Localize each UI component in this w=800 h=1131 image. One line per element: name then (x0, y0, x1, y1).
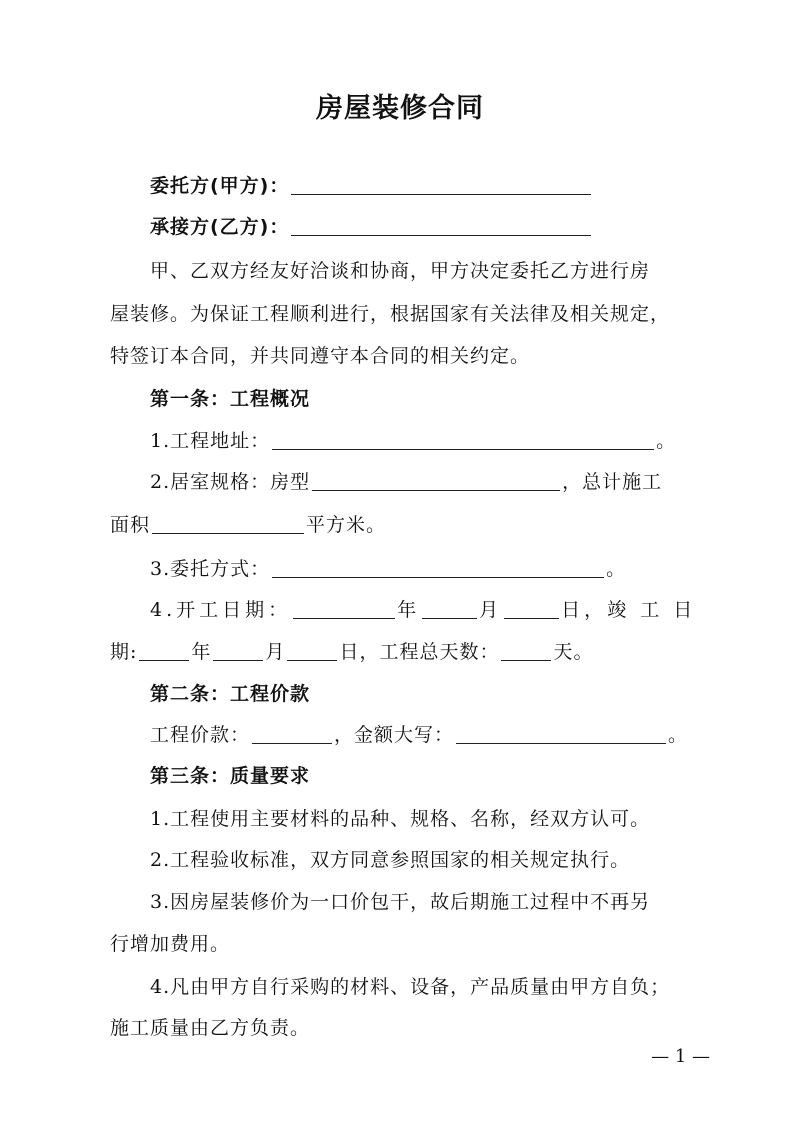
party-b-label: 承接方(乙方)： (150, 216, 290, 238)
start-year-unit: 年 (397, 599, 421, 621)
intro-line-1 (150, 258, 690, 284)
start-date-label: 4.开工日期： (150, 599, 292, 621)
end-day-blank (287, 642, 337, 661)
days-unit: 天。 (553, 641, 594, 663)
item-2-label: 2.居室规格：房型 (150, 471, 311, 493)
item-2-row-2 (110, 512, 386, 538)
item-2-mid: ，总计施工 (562, 471, 663, 493)
quality-item-4-cont (110, 1015, 310, 1041)
end-year-unit: 年 (191, 641, 212, 663)
quality-item-2 (150, 847, 630, 873)
quality-text-1: 1.工程使用主要材料的品种、规格、名称，经双方认可。 (150, 808, 651, 830)
address-blank (272, 431, 654, 450)
quality-text-2: 2.工程验收标准，双方同意参照国家的相关规定执行。 (150, 849, 631, 871)
quality-item-1 (150, 806, 650, 832)
start-day-unit: 日， (561, 599, 608, 621)
party-a-label: 委托方(甲方)： (150, 175, 290, 197)
start-month-unit: 月 (479, 599, 503, 621)
article-1-heading-text: 第一条：工程概况 (150, 388, 311, 410)
party-a-row (150, 173, 593, 199)
quality-text-4a: 4.凡由甲方自行采购的材料、设备，产品质量由甲方自负； (150, 976, 671, 998)
end-month-blank (213, 642, 263, 661)
quality-item-3-cont (110, 931, 230, 957)
end-day-unit: 日， (339, 641, 380, 663)
total-days-blank (501, 642, 551, 661)
item-1-row (150, 428, 676, 454)
item-3-end: 。 (606, 558, 627, 580)
start-month-blank (422, 600, 477, 619)
quality-item-4 (150, 974, 670, 1000)
start-day-blank (504, 600, 559, 619)
completion-label-end: 期: (110, 641, 138, 663)
party-b-row (150, 214, 593, 240)
item-4-row-2 (110, 639, 593, 665)
item-1-end: 。 (656, 430, 677, 452)
room-type-blank (312, 472, 560, 491)
intro-line-3 (110, 343, 530, 369)
article-3-heading-text: 第三条：质量要求 (150, 765, 311, 787)
intro-line-2 (110, 301, 670, 327)
total-days-label: 工程总天数： (379, 641, 500, 663)
intro-text-2: 屋装修。为保证工程顺利进行，根据国家有关法律及相关规定， (110, 303, 671, 325)
amount-label: ，金额大写： (334, 724, 455, 746)
area-unit: 平方米。 (306, 514, 387, 536)
quality-text-3b: 行增加费用。 (110, 933, 231, 955)
article-3-heading (150, 763, 310, 789)
quality-text-3a: 3.因房屋装修价为一口价包干，故后期施工过程中不再另 (150, 891, 651, 913)
item-1-label: 1.工程地址： (150, 430, 271, 452)
item-4-row (150, 597, 706, 623)
end-month-unit: 月 (265, 641, 286, 663)
completion-label: 竣工日 (607, 599, 707, 621)
item-2-row (150, 469, 662, 495)
quality-text-4b: 施工质量由乙方负责。 (110, 1017, 311, 1039)
intro-text-3: 特签订本合同，并共同遵守本合同的相关约定。 (110, 345, 531, 367)
party-a-blank (291, 176, 591, 195)
intro-text-1: 甲、乙双方经友好洽谈和协商，甲方决定委托乙方进行房 (150, 260, 651, 282)
area-blank (152, 515, 304, 534)
price-label: 工程价款： (150, 724, 251, 746)
start-year-blank (293, 600, 395, 619)
area-label: 面积 (110, 514, 151, 536)
article-2-heading (150, 681, 310, 707)
item-3-row (150, 556, 626, 582)
price-blank (252, 725, 332, 744)
entrust-method-blank (272, 559, 604, 578)
document-title: 房屋装修合同 (316, 93, 484, 124)
article-1-heading (150, 386, 310, 412)
item-3-label: 3.委托方式： (150, 558, 271, 580)
article-2-heading-text: 第二条：工程价款 (150, 683, 311, 705)
page-number: — 1 — (651, 1046, 710, 1067)
amount-words-blank (456, 725, 666, 744)
quality-item-3 (150, 889, 650, 915)
price-end: 。 (668, 724, 689, 746)
party-b-blank (291, 217, 591, 236)
price-row (150, 722, 688, 748)
end-year-blank (139, 642, 189, 661)
